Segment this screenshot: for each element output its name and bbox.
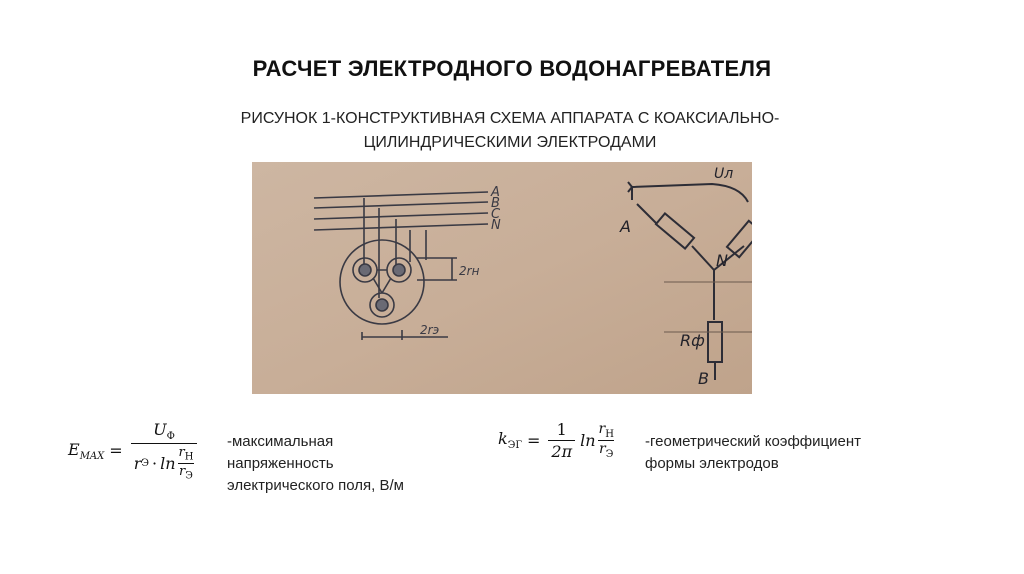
phase-label-a: A [491,185,500,200]
slide-title: РАСЧЕТ ЭЛЕКТРОДНОГО ВОДОНАГРЕВАТЕЛЯ [252,56,772,81]
emax-description [227,431,404,497]
emax-desc-line-2: напряженность [227,455,334,472]
phase-label-b: B [491,196,500,211]
node-a-label: A [620,217,631,236]
dim-rn-label: 2rн [459,264,480,278]
caption-line-1: РИСУНОК 1-КОНСТРУКТИВНАЯ СХЕМА АППАРАТА С КОАКСИАЛЬНО- [240,110,780,127]
node-b-label: B [698,369,709,388]
ul-label: Uл [714,166,734,182]
keg-equals: = [526,431,541,450]
keg-desc-line-1: -геометрический коэффициент [645,433,861,450]
keg-lhs: $k_{ЭГ}$ [498,429,522,452]
keg-desc-line-2: формы электродов [645,455,779,472]
emax-desc-line-3: электрического поля, В/м [227,477,404,494]
keg-description [645,431,861,475]
keg-ratio: $\frac{r_Н}{r_Э}$ [598,421,614,460]
formula-keg [498,420,615,461]
emax-desc-line-1: -максимальная [227,433,334,450]
phase-label-n: N [491,218,501,233]
caption-line-2: ЦИЛИНДРИЧЕСКИМИ ЭЛЕКТРОДАМИ [363,134,657,151]
rf-label: Rф [680,331,705,350]
keg-ln: ln [580,431,596,450]
emax-fraction: $U_Ф$ r Э · ln $\frac{r_Н}{r_Э}$ [131,420,198,481]
schematic-drawing [252,162,752,394]
figure-caption [230,107,790,155]
keg-fraction: $\frac{1}{2\pi}$ [548,420,575,461]
schematic-photo [252,162,752,394]
dim-re-label: 2rэ [420,323,440,337]
formula-emax [68,420,200,481]
emax-lhs: $E_{MAX}$ [68,439,105,462]
phase-label-c: C [491,207,501,222]
node-n-label: N [716,251,728,270]
emax-equals: = [109,441,123,461]
